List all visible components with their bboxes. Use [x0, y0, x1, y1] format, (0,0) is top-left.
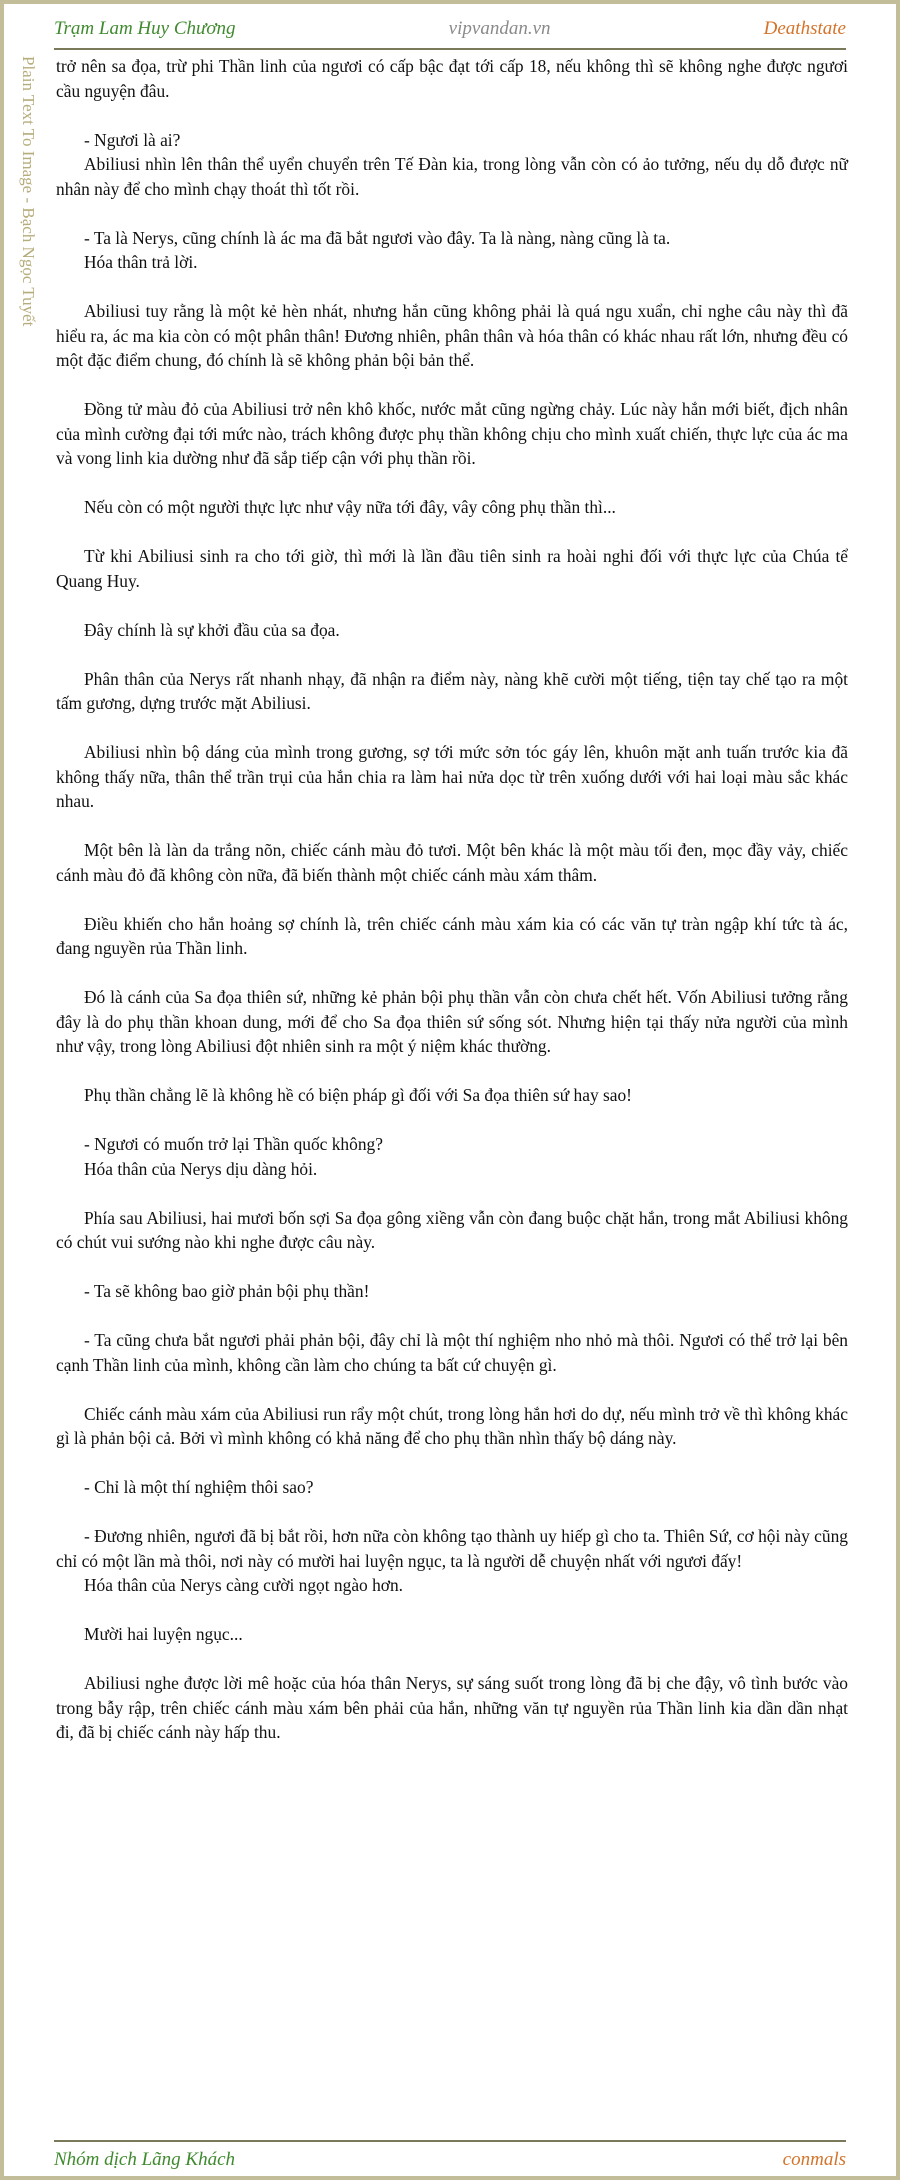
paragraph-line: Abiliusi nghe được lời mê hoặc của hóa thân Nerys, sự sáng suốt trong lòng đã bị che đậy, vô tình bước vào trong bẫy rập, trên chiếc cánh màu xám bên phải của hắn, những văn tự nguyền rủa Thần linh kia dần dần nhạt đi, đã bị chiếc cánh này hấp thu. [56, 1673, 848, 1742]
paragraph-line: Phụ thần chẳng lẽ là không hề có biện pháp gì đối với Sa đọa thiên sứ hay sao! [84, 1085, 632, 1105]
page-footer [54, 2144, 846, 2176]
paragraph [56, 544, 848, 593]
header-series-title: Trạm Lam Huy Chương [54, 18, 236, 39]
paragraph-line: Phân thân của Nerys rất nhanh nhạy, đã nhận ra điểm này, nàng khẽ cười một tiếng, tiện tay chế tạo ra một tấm gương, dựng trước mặt Abiliusi. [56, 668, 848, 713]
paragraph-line: - Ta cũng chưa bắt ngươi phải phản bội, đây chỉ là một thí nghiệm nho nhỏ mà thôi. Ngươi có thể trở lại bên cạnh Thần linh của mình, không cần làm cho chúng ta bất cứ chuyện gì. [56, 1330, 848, 1375]
paragraph [56, 128, 848, 202]
paragraph [56, 54, 848, 103]
paragraph-line: Abiliusi nhìn bộ dáng của mình trong gương, sợ tới mức sởn tóc gáy lên, khuôn mặt anh tuấn trước kia đã không thấy nữa, thân thể trần trụi của hắn chia ra làm hai nửa dọc từ trên xuống dưới với hai loại màu sắc khác nhau. [56, 742, 848, 811]
paragraph-line: Hóa thân trả lời. [84, 252, 198, 272]
paragraph [56, 1206, 848, 1255]
page-header [54, 12, 846, 46]
paragraph-line: - Ngươi có muốn trở lại Thần quốc không? [84, 1134, 383, 1154]
paragraph [56, 1524, 848, 1598]
paragraph [56, 740, 848, 814]
paragraph-line: Từ khi Abiliusi sinh ra cho tới giờ, thì mới là lần đầu tiên sinh ra hoài nghi đối với thực lực của Chúa tể Quang Huy. [56, 546, 848, 591]
paragraph [56, 397, 848, 471]
paragraph-line: - Ngươi là ai? [84, 129, 181, 150]
paragraph [56, 1402, 848, 1451]
paragraph-line: Mười hai luyện ngục... [84, 1624, 243, 1644]
paragraph [56, 226, 848, 275]
paragraph-line: Abiliusi nhìn lên thân thể uyển chuyển trên Tế Đàn kia, trong lòng vẫn còn có ảo tưởng, nếu dụ dỗ được nữ nhân này để cho mình chạy thoát thì tốt rồi. [56, 154, 848, 199]
paragraph [56, 299, 848, 373]
paragraph-line: - Đương nhiên, ngươi đã bị bắt rồi, hơn nữa còn không tạo thành uy hiếp gì cho ta. Thiên Sứ, cơ hội này cũng chỉ có một lần mà thôi, nơi này có mười hai luyện ngục, ta là người dễ chuyện nhất với ngươi đấy! [56, 1526, 848, 1571]
header-chapter-title: Deathstate [763, 18, 846, 39]
paragraph [56, 495, 848, 520]
paragraph-line: Đồng tử màu đỏ của Abiliusi trở nên khô khốc, nước mắt cũng ngừng chảy. Lúc này hắn mới biết, địch nhân của mình cường đại tới mức nào, trách không được phụ thần không chịu cho mình xuất chiến, thực lực của ác ma và vong linh kia dường như đã sắp tiếp cận với phụ thần rồi. [56, 399, 848, 468]
chapter-body [56, 54, 848, 1769]
header-divider [54, 48, 846, 50]
paragraph-line: Abiliusi tuy rằng là một kẻ hèn nhát, nhưng hắn cũng không phải là quá ngu xuẩn, chỉ nghe câu này thì đã hiểu ra, ác ma kia còn có một phân thân! Đương nhiên, phân thân và hóa thân có khác nhau rất lớn, nhưng đều có một đặc điểm chung, đó chính là sẽ không phản bội bản thể. [56, 301, 848, 370]
paragraph-line: Điều khiến cho hắn hoảng sợ chính là, trên chiếc cánh màu xám kia có các văn tự tràn ngập khí tức tà ác, đang nguyền rủa Thần linh. [56, 913, 848, 958]
paragraph-line: Hóa thân của Nerys càng cười ngọt ngào hơn. [84, 1575, 404, 1595]
paragraph-line: Phía sau Abiliusi, hai mươi bốn sợi Sa đọa gông xiềng vẫn còn đang buộc chặt hắn, trong mắt Abiliusi không có chút vui sướng nào khi nghe được câu này. [56, 1207, 848, 1252]
paragraph [56, 985, 848, 1059]
paragraph [56, 1083, 848, 1108]
paragraph-line: trở nên sa đọa, trừ phi Thần linh của ngươi có cấp bậc đạt tới cấp 18, nếu không thì sẽ không nghe được ngươi cầu nguyện đâu. [56, 56, 848, 101]
paragraph [56, 838, 848, 887]
paragraph-line: Nếu còn có một người thực lực như vậy nữa tới đây, vây công phụ thần thì... [84, 497, 616, 517]
paragraph-line: Một bên là làn da trắng nõn, chiếc cánh màu đỏ tươi. Một bên khác là một màu tối đen, mọc đầy vảy, chiếc cánh màu đỏ đã không còn nữa, đã biến thành một chiếc cánh màu xám thâm. [56, 840, 848, 885]
paragraph [56, 1622, 848, 1647]
footer-divider [54, 2140, 846, 2142]
paragraph [56, 1132, 848, 1181]
paragraph-line: - Ta là Nerys, cũng chính là ác ma đã bắt ngươi vào đây. Ta là nàng, nàng cũng là ta. [84, 227, 671, 248]
paragraph [56, 1671, 848, 1745]
paragraph [56, 1475, 848, 1500]
footer-editor-name: conmals [782, 2149, 846, 2170]
side-watermark [10, 56, 46, 396]
paragraph-line: Hóa thân của Nerys dịu dàng hỏi. [84, 1158, 318, 1179]
side-watermark-text: Plain Text To Image - Bạch Ngọc Tuyết [19, 56, 38, 327]
paragraph [56, 912, 848, 961]
paragraph-line: Đây chính là sự khởi đầu của sa đọa. [84, 619, 340, 640]
paragraph-line: Đó là cánh của Sa đọa thiên sứ, những kẻ phản bội phụ thần vẫn còn chưa chết hết. Vốn Abiliusi tưởng rằng đây là do phụ thần khoan dung, mới để cho Sa đọa thiên sứ sống sót. Nhưng hiện tại thấy nửa người của mình như vậy, trong lòng Abiliusi đột nhiên sinh ra một ý niệm khác thường. [56, 987, 848, 1056]
paragraph [56, 667, 848, 716]
paragraph-line: - Chỉ là một thí nghiệm thôi sao? [84, 1477, 314, 1497]
paragraph [56, 1279, 848, 1304]
header-site-name: vipvandan.vn [448, 18, 551, 39]
paragraph-line: - Ta sẽ không bao giờ phản bội phụ thần! [84, 1281, 370, 1301]
paragraph-line: Chiếc cánh màu xám của Abiliusi run rẩy một chút, trong lòng hắn hơi do dự, nếu mình trở về thì không khác gì là phản bội cả. Bởi vì mình không có khả năng để cho phụ thần nhìn thấy bộ dáng này. [56, 1403, 848, 1448]
footer-translator-group: Nhóm dịch Lãng Khách [54, 2149, 236, 2170]
paragraph [56, 618, 848, 643]
paragraph [56, 1328, 848, 1377]
